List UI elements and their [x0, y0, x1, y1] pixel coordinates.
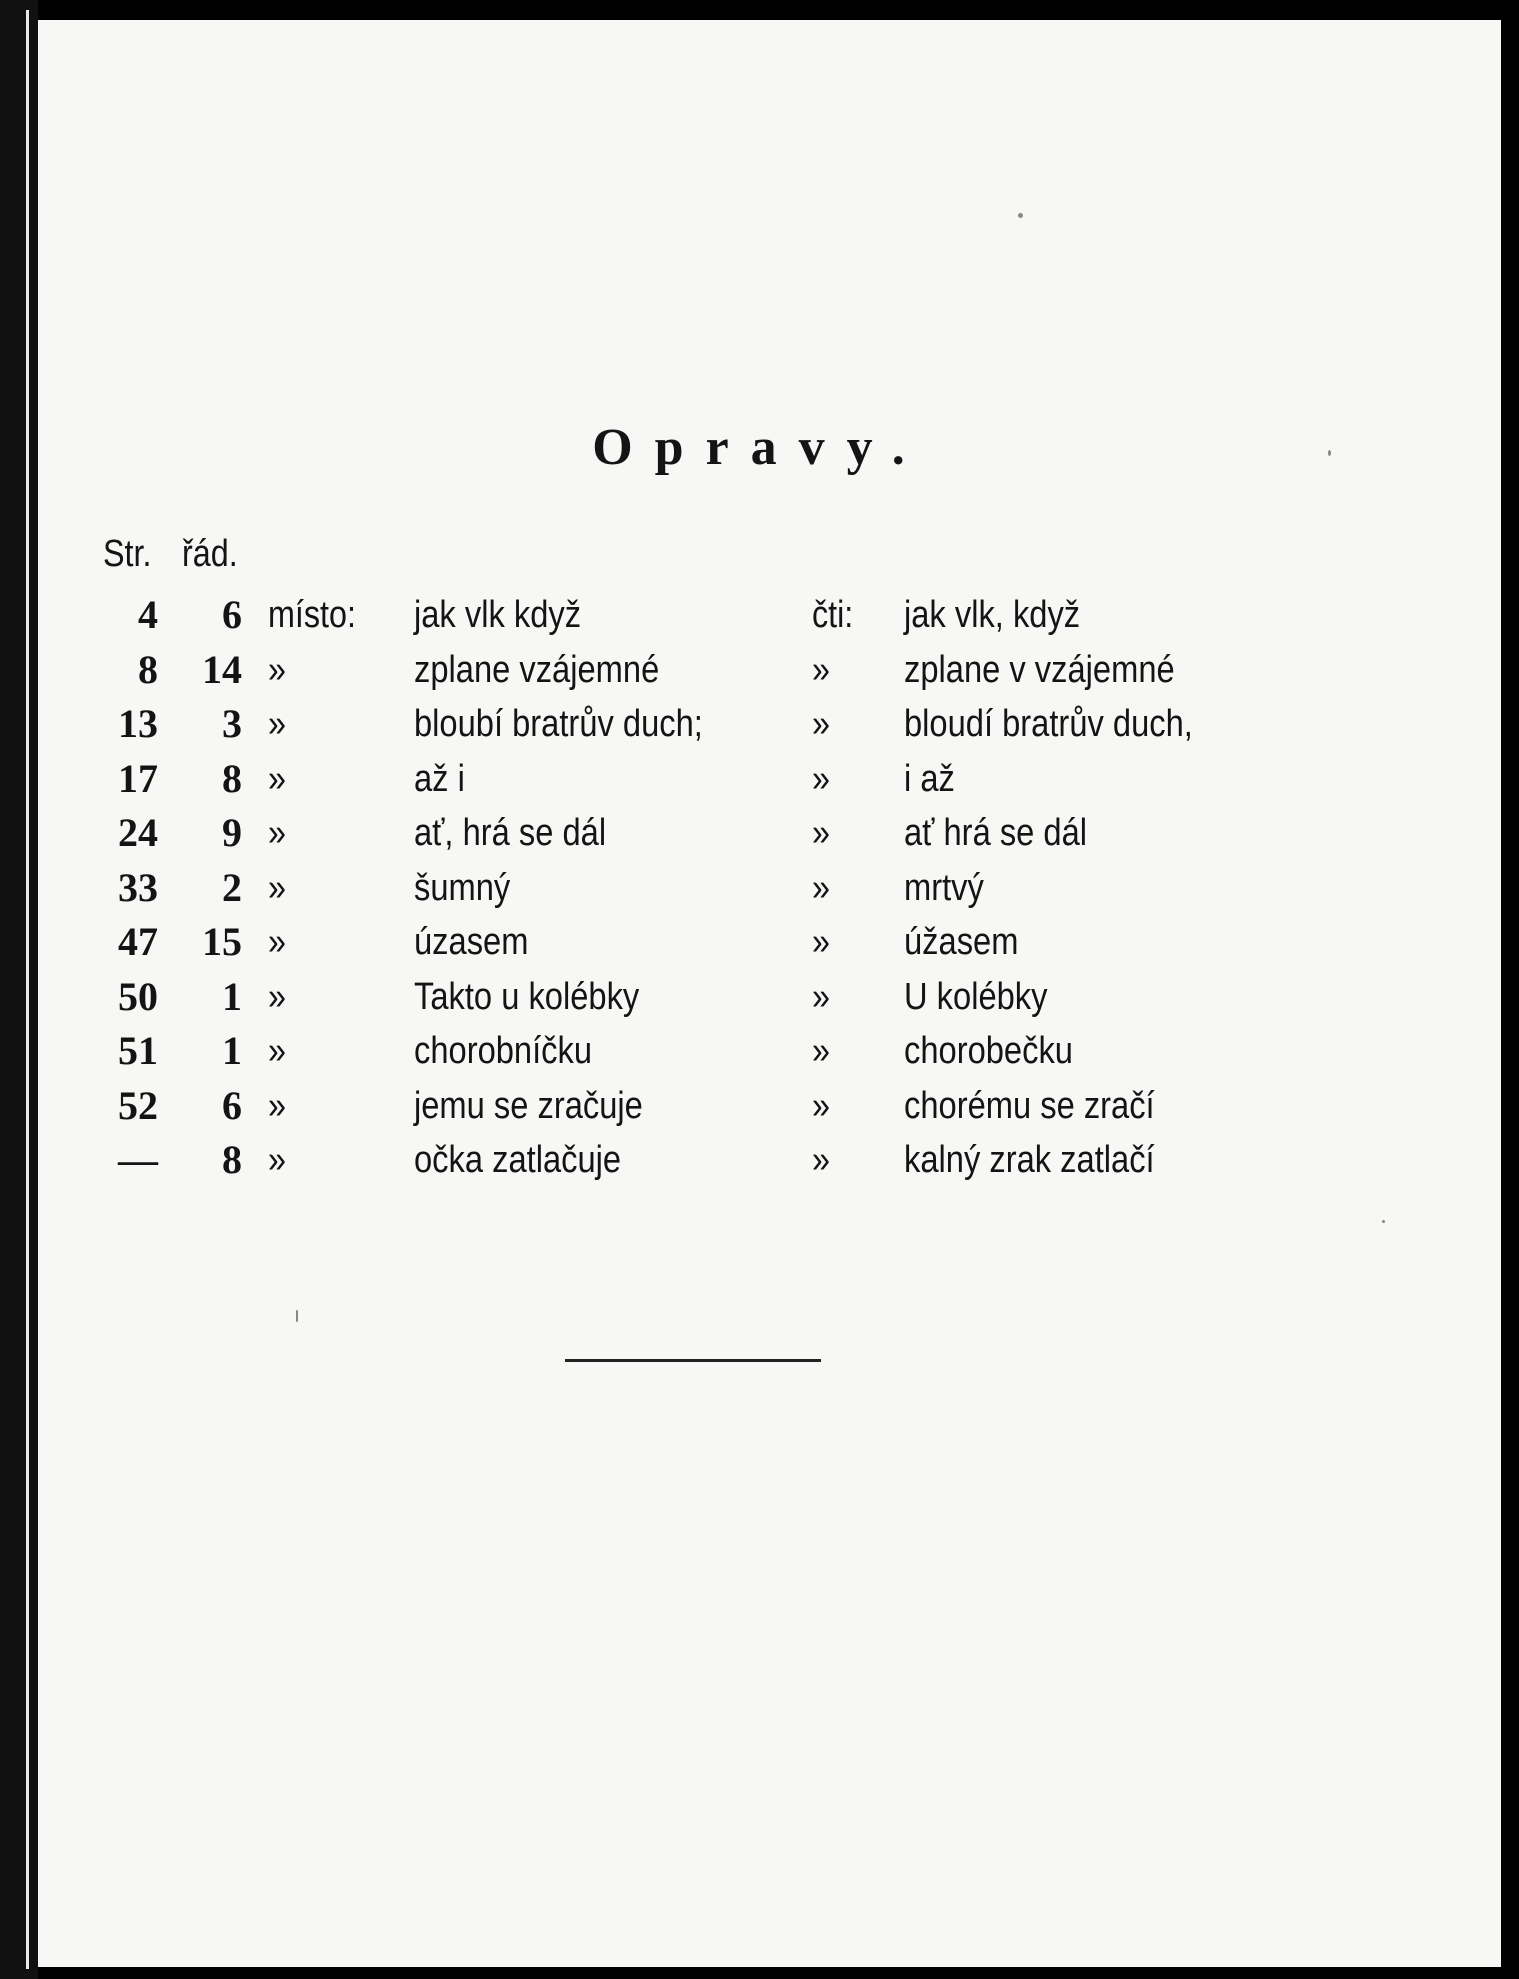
- table-row: [0, 861, 1519, 916]
- row-read-marker: »: [812, 1084, 830, 1127]
- row-original-text: chorobníčku: [414, 1030, 593, 1072]
- table-row: [0, 1133, 1519, 1188]
- header-line-column: řád.: [182, 533, 238, 575]
- row-read-marker: »: [812, 703, 830, 745]
- table-row: [0, 752, 1519, 807]
- scan-speck: [1382, 1220, 1385, 1223]
- page-title: Opravy.: [592, 419, 927, 476]
- row-instead-marker: »: [268, 866, 286, 909]
- scan-speck: [296, 1310, 298, 1322]
- scan-speck: [1018, 213, 1023, 218]
- row-corrected-text: ať hrá se dál: [904, 812, 1088, 854]
- row-original-text: jak vlk když: [414, 594, 582, 636]
- corrections-list: [0, 588, 1519, 1188]
- row-page-number: 52: [118, 1082, 158, 1128]
- row-line-number: 8: [222, 755, 242, 801]
- row-read-marker: »: [812, 757, 830, 800]
- row-instead-marker: »: [268, 1084, 286, 1127]
- row-instead-marker: místo:: [268, 594, 356, 636]
- row-line-number: 6: [222, 1082, 242, 1128]
- row-page-number: 50: [118, 973, 158, 1019]
- closing-rule: [565, 1359, 821, 1362]
- table-row: [0, 643, 1519, 698]
- row-line-number: 15: [202, 919, 242, 964]
- row-original-text: jemu se zračuje: [414, 1084, 643, 1127]
- row-instead-marker: »: [268, 975, 286, 1018]
- row-original-text: zplane vzájemné: [414, 648, 660, 691]
- table-row: [0, 1079, 1519, 1134]
- row-corrected-text: mrtvý: [904, 866, 984, 909]
- row-line-number: 14: [202, 646, 242, 692]
- row-page-number: 13: [118, 701, 158, 746]
- row-page-number: 24: [118, 810, 158, 855]
- row-page-number: 4: [138, 592, 158, 637]
- row-instead-marker: »: [268, 1030, 286, 1072]
- row-page-number: 51: [118, 1028, 158, 1073]
- row-corrected-text: jak vlk, když: [904, 594, 1081, 636]
- row-line-number: 1: [222, 973, 242, 1019]
- row-line-number: 6: [222, 592, 242, 637]
- row-instead-marker: »: [268, 921, 286, 963]
- row-original-text: Takto u kolébky: [414, 975, 640, 1018]
- row-read-marker: čti:: [812, 594, 854, 636]
- row-corrected-text: chorobečku: [904, 1030, 1073, 1072]
- table-row: [0, 697, 1519, 752]
- row-instead-marker: »: [268, 648, 286, 691]
- table-row: [0, 588, 1519, 643]
- row-original-text: bloubí bratrův duch;: [414, 703, 703, 745]
- row-line-number: 8: [222, 1137, 242, 1182]
- row-read-marker: »: [812, 975, 830, 1018]
- row-page-number: 8: [138, 646, 158, 692]
- row-corrected-text: i až: [904, 757, 955, 800]
- row-page-number: 17: [118, 755, 158, 801]
- row-page-number: —: [118, 1137, 158, 1182]
- row-original-text: ať, hrá se dál: [414, 812, 607, 854]
- row-read-marker: »: [812, 1030, 830, 1072]
- row-original-text: až i: [414, 757, 465, 800]
- row-corrected-text: úžasem: [904, 921, 1019, 963]
- row-corrected-text: kalný zrak zatlačí: [904, 1139, 1155, 1181]
- row-read-marker: »: [812, 921, 830, 963]
- row-instead-marker: »: [268, 812, 286, 854]
- row-instead-marker: »: [268, 757, 286, 800]
- row-page-number: 33: [118, 864, 158, 910]
- row-read-marker: »: [812, 1139, 830, 1181]
- row-corrected-text: bloudí bratrův duch,: [904, 703, 1193, 745]
- row-read-marker: »: [812, 866, 830, 909]
- row-original-text: očka zatlačuje: [414, 1139, 622, 1181]
- row-original-text: úzasem: [414, 921, 529, 963]
- row-corrected-text: zplane v vzájemné: [904, 648, 1175, 691]
- table-row: [0, 970, 1519, 1025]
- row-read-marker: »: [812, 648, 830, 691]
- table-row: [0, 915, 1519, 970]
- table-row: [0, 806, 1519, 861]
- row-line-number: 2: [222, 864, 242, 910]
- row-original-text: šumný: [414, 866, 511, 909]
- row-instead-marker: »: [268, 1139, 286, 1181]
- row-instead-marker: »: [268, 703, 286, 745]
- header-page-column: Str.: [103, 533, 152, 575]
- row-read-marker: »: [812, 812, 830, 854]
- table-row: [0, 1024, 1519, 1079]
- row-corrected-text: chorému se zračí: [904, 1084, 1155, 1127]
- row-line-number: 1: [222, 1028, 242, 1073]
- row-line-number: 9: [222, 810, 242, 855]
- row-corrected-text: U kolébky: [904, 975, 1048, 1018]
- row-line-number: 3: [222, 701, 242, 746]
- row-page-number: 47: [118, 919, 158, 964]
